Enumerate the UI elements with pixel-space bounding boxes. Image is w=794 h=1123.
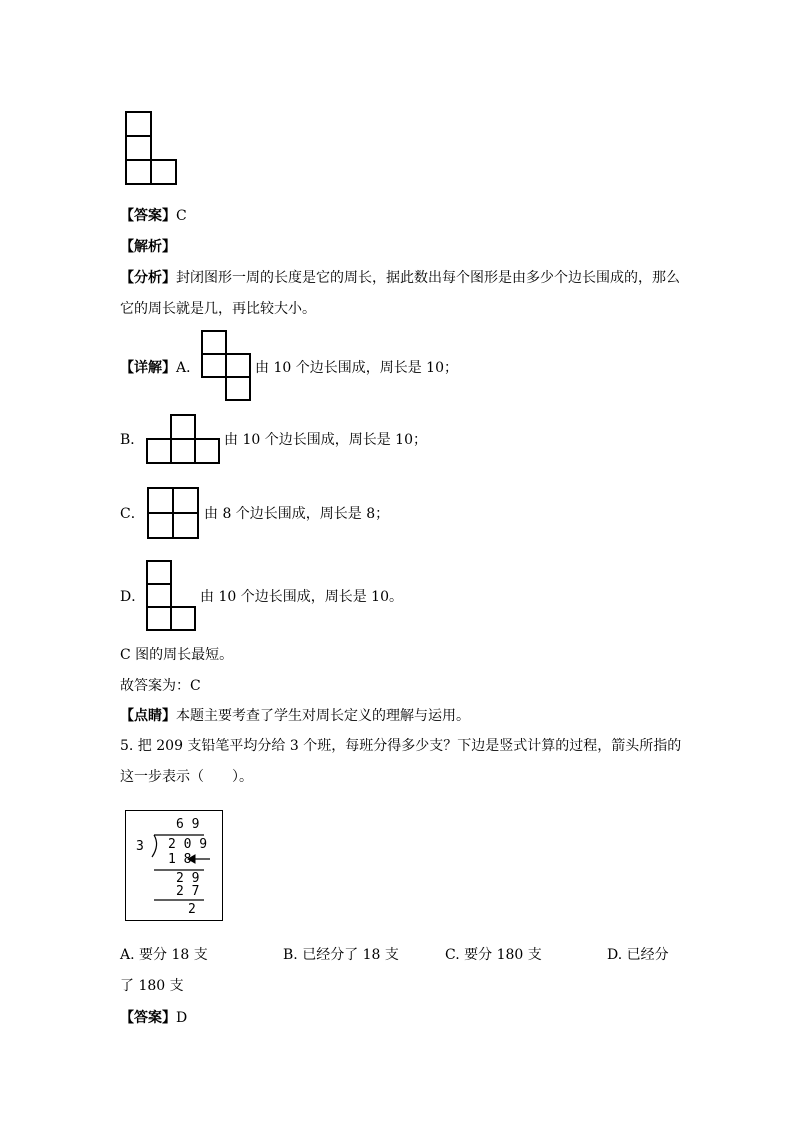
answer-5-value: D (176, 1010, 188, 1026)
dianjing-text: 本题主要考查了学生对周长定义的理解与运用。 (176, 708, 470, 724)
detail-c-text: 由 8 个边长围成，周长是 8； (204, 506, 390, 522)
option-d[interactable]: D. 已经分 (607, 947, 669, 963)
division-step-1: 1 8 (168, 852, 192, 867)
detail-b-text: 由 10 个边长围成，周长是 10； (224, 432, 427, 448)
detail-a-text: 由 10 个边长围成，周长是 10； (255, 360, 458, 376)
long-division-box (125, 810, 223, 921)
division-remainder: 2 (188, 902, 196, 917)
dianjing-line (120, 706, 470, 726)
dianjing-tag: 【点睛】 (120, 708, 176, 724)
option-d-letter: D． (120, 589, 146, 605)
shape-c-figure (147, 487, 201, 541)
shape-d-figure (146, 560, 198, 633)
shape-a-figure (201, 330, 253, 403)
fenxi-tag: 【分析】 (120, 270, 176, 286)
division-quotient: 6 9 (176, 817, 200, 832)
answer-value: C (176, 208, 187, 224)
option-c-letter: C． (120, 506, 145, 522)
answer-5 (120, 1008, 187, 1028)
option-d-continued: 了 180 支 (120, 978, 184, 994)
analysis-title: 【解析】 (120, 239, 176, 255)
answer-tag: 【答案】 (120, 208, 176, 224)
detail-d-text: 由 10 个边长围成，周长是 10。 (200, 589, 403, 605)
option-a[interactable]: A. 要分 18 支 (120, 947, 208, 963)
division-step-3: 2 7 (176, 884, 200, 899)
top-l-shape-figure (125, 111, 179, 187)
fenxi-line-2: 它的周长就是几，再比较大小。 (120, 301, 316, 317)
fenxi-line-1 (120, 268, 680, 288)
detail-a-label (120, 358, 200, 378)
option-b[interactable]: B. 已经分了 18 支 (283, 947, 399, 963)
division-divisor: 3 (136, 839, 144, 854)
shape-b-figure (146, 414, 222, 465)
option-c[interactable]: C. 要分 180 支 (445, 947, 542, 963)
option-b-letter: B． (120, 432, 145, 448)
question-5-line-2: 这一步表示（ ）。 (120, 769, 253, 785)
question-5-line-1: 5. 把 209 支铅笔平均分给 3 个班，每班分得多少支？下边是竖式计算的过程，箭头所指的 (120, 738, 682, 754)
previous-answer (120, 206, 187, 226)
option-a-letter: A． (176, 360, 201, 376)
fenxi-text-1: 封闭图形一周的长度是它的周长，据此数出每个图形是由多少个边长围成的，那么 (176, 270, 680, 286)
detail-tag: 【详解】 (120, 360, 176, 376)
division-step-2: 2 9 (176, 871, 200, 886)
final-answer: 故答案为：C (120, 678, 201, 694)
conclusion-text: C 图的周长最短。 (120, 647, 234, 663)
division-dividend: 2 0 9 (168, 837, 208, 852)
answer-5-tag: 【答案】 (120, 1010, 176, 1026)
